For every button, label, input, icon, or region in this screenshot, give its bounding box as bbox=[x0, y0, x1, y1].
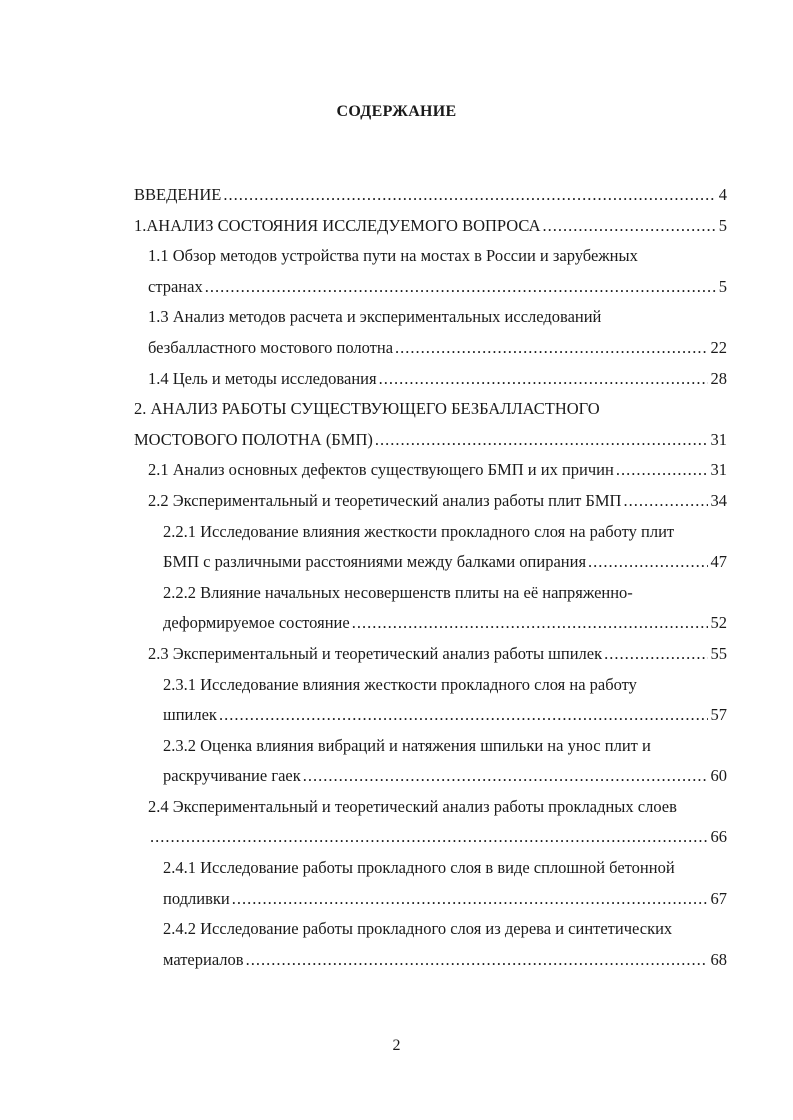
toc-entry[interactable] bbox=[148, 364, 727, 395]
dot-leader bbox=[375, 425, 708, 456]
toc-entry-title: МОСТОВОГО ПОЛОТНА (БМП) bbox=[134, 429, 373, 449]
toc-entry-line bbox=[134, 180, 727, 211]
toc-entry[interactable] bbox=[163, 670, 727, 731]
toc-page-number: 34 bbox=[710, 490, 727, 510]
dot-leader bbox=[205, 272, 716, 303]
toc-page-number: 4 bbox=[718, 185, 727, 204]
toc-entry-title: 1.4 Цель и методы исследования bbox=[148, 368, 377, 388]
toc-page-number: 47 bbox=[710, 552, 727, 572]
toc-page-number: 57 bbox=[710, 705, 727, 725]
toc-entry-line bbox=[148, 455, 727, 486]
toc-entry-title: 2. АНАЛИЗ РАБОТЫ СУЩЕСТВУЮЩЕГО БЕЗБАЛЛАСТНОГО bbox=[134, 399, 600, 419]
toc-entry-line bbox=[163, 547, 727, 578]
toc-entry-title: 2.3.1 Исследование влияния жесткости прокладного слоя на работу bbox=[163, 674, 637, 694]
dot-leader bbox=[303, 761, 708, 792]
toc-page-number: 52 bbox=[710, 613, 727, 633]
toc-entry-title: 2.4 Экспериментальный и теоретический анализ работы прокладных слоев bbox=[148, 796, 677, 816]
toc-entry-line bbox=[148, 486, 727, 517]
toc-entry-title: 2.1 Анализ основных дефектов существующего БМП и их причин bbox=[148, 460, 614, 480]
page-title: СОДЕРЖАНИЕ bbox=[336, 103, 457, 120]
toc-page-number: 31 bbox=[710, 429, 727, 449]
toc-entry[interactable] bbox=[134, 211, 727, 242]
toc-entry-title: БМП с различными расстояниями между балками опирания bbox=[163, 552, 587, 572]
toc-entry[interactable] bbox=[148, 792, 727, 853]
toc-entry-title: 2.3.2 Оценка влияния вибраций и натяжения шпильки на унос плит и bbox=[163, 735, 651, 755]
toc-page-number: 55 bbox=[710, 643, 727, 663]
toc-entry-title: подливки bbox=[163, 888, 230, 908]
toc-entry-title: ВВЕДЕНИЕ bbox=[134, 185, 222, 204]
toc-entry-line bbox=[163, 608, 727, 639]
toc-page-number: 5 bbox=[718, 276, 727, 296]
toc-entry-title: 2.2.1 Исследование влияния жесткости прокладного слоя на работу плит bbox=[163, 521, 675, 541]
dot-leader bbox=[150, 822, 708, 853]
toc-entry[interactable] bbox=[148, 486, 727, 517]
toc-entry-title: 2.2.2 Влияние начальных несовершенств плиты на её напряженно- bbox=[163, 582, 633, 602]
dot-leader bbox=[616, 455, 708, 486]
toc-entry[interactable] bbox=[148, 639, 727, 670]
toc-page-number: 22 bbox=[710, 337, 727, 357]
toc-entry-title: раскручивание гаек bbox=[163, 766, 301, 786]
toc-entry-title: шпилек bbox=[163, 705, 217, 725]
toc-entry-line bbox=[163, 884, 727, 915]
toc-entry[interactable] bbox=[134, 394, 727, 455]
dot-leader bbox=[604, 639, 707, 670]
toc-entry[interactable] bbox=[134, 180, 727, 211]
table-of-contents bbox=[0, 180, 793, 975]
dot-leader bbox=[543, 211, 716, 242]
toc-entry-line bbox=[163, 700, 727, 731]
toc-entry[interactable] bbox=[163, 578, 727, 639]
dot-leader bbox=[232, 884, 708, 915]
toc-entry-line bbox=[148, 822, 727, 853]
toc-entry-title: 2.4.2 Исследование работы прокладного слоя из дерева и синтетических bbox=[163, 919, 673, 939]
toc-entry[interactable] bbox=[163, 731, 727, 792]
toc-entry-title: безбалластного мостового полотна bbox=[148, 337, 394, 357]
toc-entry-line bbox=[134, 425, 727, 456]
toc-page-number: 28 bbox=[710, 368, 727, 388]
toc-page-number: 5 bbox=[718, 215, 727, 235]
toc-entry[interactable] bbox=[148, 302, 727, 363]
toc-entry[interactable] bbox=[148, 455, 727, 486]
toc-page-number: 67 bbox=[710, 888, 727, 908]
dot-leader bbox=[219, 700, 708, 731]
toc-entry-title: 1.АНАЛИЗ СОСТОЯНИЯ ИССЛЕДУЕМОГО ВОПРОСА bbox=[134, 215, 541, 235]
toc-entry[interactable] bbox=[148, 241, 727, 302]
dot-leader bbox=[352, 608, 708, 639]
toc-entry-line bbox=[148, 272, 727, 303]
toc-entry-line bbox=[163, 761, 727, 792]
toc-entry-line bbox=[163, 945, 727, 976]
toc-entry-title: 2.4.1 Исследование работы прокладного слоя в виде сплошной бетонной bbox=[163, 858, 675, 878]
toc-entry-line bbox=[148, 364, 727, 395]
toc-entry-title: 2.3 Экспериментальный и теоретический анализ работы шпилек bbox=[148, 643, 603, 663]
dot-leader bbox=[395, 333, 707, 364]
toc-page-number: 31 bbox=[710, 460, 727, 480]
toc-entry[interactable] bbox=[163, 853, 727, 914]
toc-page-number: 66 bbox=[710, 827, 727, 847]
toc-entry[interactable] bbox=[163, 517, 727, 578]
toc-entry-title: 1.1 Обзор методов устройства пути на мостах в России и зарубежных bbox=[148, 246, 638, 266]
toc-entry-title: 1.3 Анализ методов расчета и экспериментальных исследований bbox=[148, 307, 602, 327]
dot-leader bbox=[223, 180, 715, 211]
page-number: 2 bbox=[392, 1037, 401, 1054]
toc-page-number: 68 bbox=[710, 949, 727, 969]
dot-leader bbox=[623, 486, 707, 517]
toc-entry-line bbox=[148, 333, 727, 364]
toc-entry-line bbox=[134, 211, 727, 242]
dot-leader bbox=[379, 364, 708, 395]
toc-entry-title: 2.2 Экспериментальный и теоретический анализ работы плит БМП bbox=[148, 490, 622, 510]
toc-entry-title: материалов bbox=[163, 949, 244, 969]
toc-page-number: 60 bbox=[710, 766, 727, 786]
toc-entry[interactable] bbox=[163, 914, 727, 975]
dot-leader bbox=[246, 945, 708, 976]
toc-entry-title: странах bbox=[148, 276, 203, 296]
dot-leader bbox=[588, 547, 707, 578]
toc-entry-title: деформируемое состояние bbox=[163, 613, 350, 633]
toc-entry-line bbox=[148, 639, 727, 670]
